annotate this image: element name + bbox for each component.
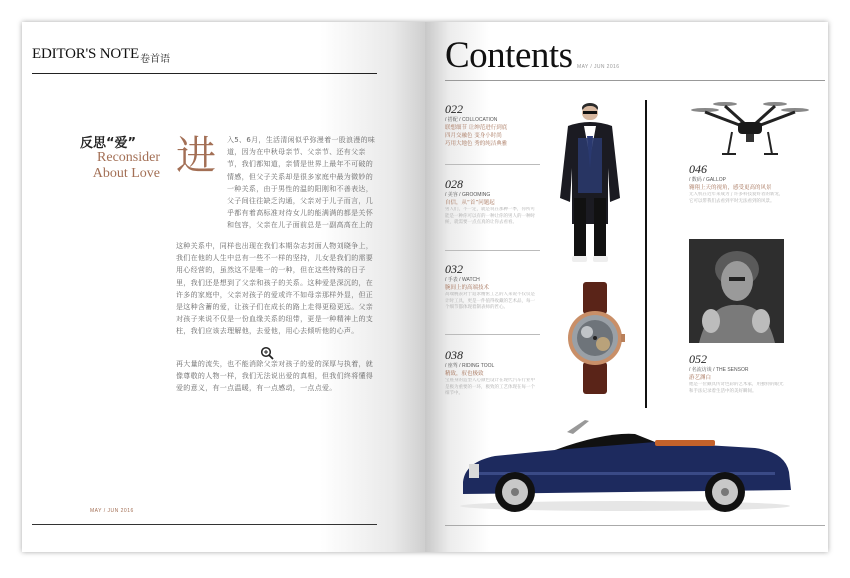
left-page: [22, 22, 425, 552]
entry-title: 联想细节 让绅范进行到底 四月交融色 变身小时尚 巧用大地色 秀的纯洁典雅: [445, 125, 508, 147]
entry-rule: [445, 164, 540, 165]
contents-entry-052[interactable]: [689, 352, 787, 402]
entry-description: 他是一位颇具传奇色彩的艺术家，用独特的眼光和手法记录着生活中的美好瞬间。: [689, 382, 784, 394]
magazine-spread: [22, 22, 828, 552]
contents-title: Contents: [445, 35, 573, 76]
footer-rule-left: [32, 524, 377, 525]
entry-label: / 美容 / GROOMING: [445, 192, 491, 198]
issue-date-left: MAY / JUN 2016: [90, 508, 134, 514]
entry-description: 无人机在近年来成为了许多科技爱好者的新宠，它可以带我们去看到平时无法看到的风景。: [689, 192, 784, 204]
article-title-en-line1: Reconsider: [97, 150, 160, 165]
article-title-en: [50, 150, 160, 182]
entry-title: 自信，从“首”问题起: [445, 200, 495, 206]
entry-description: 高端腕表对于追求精密工艺的人来说不仅仅是计时工具，更是一件值得收藏的艺术品，每一个细节都体现着制表师的匠心。: [445, 292, 535, 310]
header-rule: [32, 73, 377, 74]
footer-rule-right: [445, 525, 825, 526]
entry-title: 腕间上的高端技术: [445, 285, 490, 291]
entry-description: 宝座身的造型人心颜色设计在现代汽车行业中是极为重要的一环，极致的工艺体现在每一个细节中。: [445, 378, 535, 396]
entry-title: 游艺渊白: [689, 375, 712, 381]
entry-number: 052: [689, 352, 707, 366]
portrait-photo: [689, 239, 784, 343]
article-title-cn: 反思“爱”: [80, 136, 137, 151]
dropcap: 进: [176, 133, 216, 179]
paragraph-2: 这种关系中，同样也出现在我们本期杂志封面人物刘晓争上，我们在他的人生中总有一些不一样的坚持，儿女是我们的需要用心经营的，虽然这不是唯一的一种，但在这些特殊的日子里，我们还是想到了父亲和孩子的关系。这种爱是深沉的，在许多的家庭中，父亲对孩子的爱或许不如母亲那样外显，但正是这种含蓄的爱，让孩子们在成长的路上走得更稳更远。父亲对孩子来说不仅是一份血缘关系的纽带，更是一种精神上的支柱，我们应该去理解他，去爱他，用心去倾听他的心声。: [176, 242, 374, 336]
contents-entry-022[interactable]: [445, 102, 535, 148]
entry-label: / 名流访谈 / THE SENSOR: [689, 367, 749, 373]
fashion-model-photo: [550, 98, 630, 268]
entry-title: 精致，驭也极致: [445, 371, 484, 377]
entry-rule: [445, 250, 540, 251]
editors-note-header: EDITOR'S NOTE: [32, 46, 139, 62]
entry-number: 028: [445, 177, 463, 191]
article-title-en-line2: About Love: [92, 166, 160, 181]
convertible-car-photo: [455, 412, 795, 512]
paragraph-3: 再大量的流失，也不能消除父亲对孩子的爱的深厚与执着，就像尊敬的人物一样，我们无法说出爱的真相，但我们终将懂得爱的意义，有一点温暖，有一点感动，一点点爱。: [176, 360, 374, 393]
entry-number: 032: [445, 262, 463, 276]
entry-number: 046: [689, 162, 707, 176]
column-divider: [645, 100, 647, 408]
entry-label: / 搭配 / COLLOCATION: [445, 117, 498, 123]
entry-description: 男人们，不一定，就是说在那种一季，你所可能是一种你可以有的一种让你的男人的一种时候，就需要一点点真的让你去看看。: [445, 207, 535, 225]
watch-photo: [565, 282, 625, 394]
contents-rule: [445, 80, 825, 81]
contents-entry-032[interactable]: [445, 262, 535, 318]
paragraph-1: 入5、6月，生活清闲似乎弥漫着一股浪漫的味道，因为在中秋母亲节、父亲节、还有父亲节，我们都知道，亲情是世界上最年不可破的情感，但父子关系却是很多家庭中最为微妙的一种关系，由于男性的温的阳刚和不善表达，父子间往往缺乏沟通，父亲对于儿子而言，几乎都有着高标准对待女儿的能满满的都是关怀和包容，父亲在儿子面前总是一副高高在上的: [227, 136, 376, 230]
entry-label: / 手表 / WATCH: [445, 277, 480, 283]
entry-label: / 座驾 / RIDING TOOL: [445, 363, 495, 369]
contents-entry-028[interactable]: [445, 177, 535, 233]
entry-number: 022: [445, 102, 463, 116]
issue-date-right: MAY / JUN 2016: [577, 64, 620, 70]
right-page: [425, 22, 828, 552]
entry-title: 翱翔上天的视角，感受更高的风景: [689, 185, 772, 191]
contents-entry-038[interactable]: [445, 348, 535, 404]
editors-note-header-cn: 卷首语: [140, 54, 170, 65]
entry-rule: [445, 334, 540, 335]
entry-number: 038: [445, 348, 463, 362]
entry-label: / 数码 / GALLOP: [689, 177, 726, 183]
contents-entry-046[interactable]: [689, 162, 787, 212]
drone-photo: [690, 98, 810, 158]
